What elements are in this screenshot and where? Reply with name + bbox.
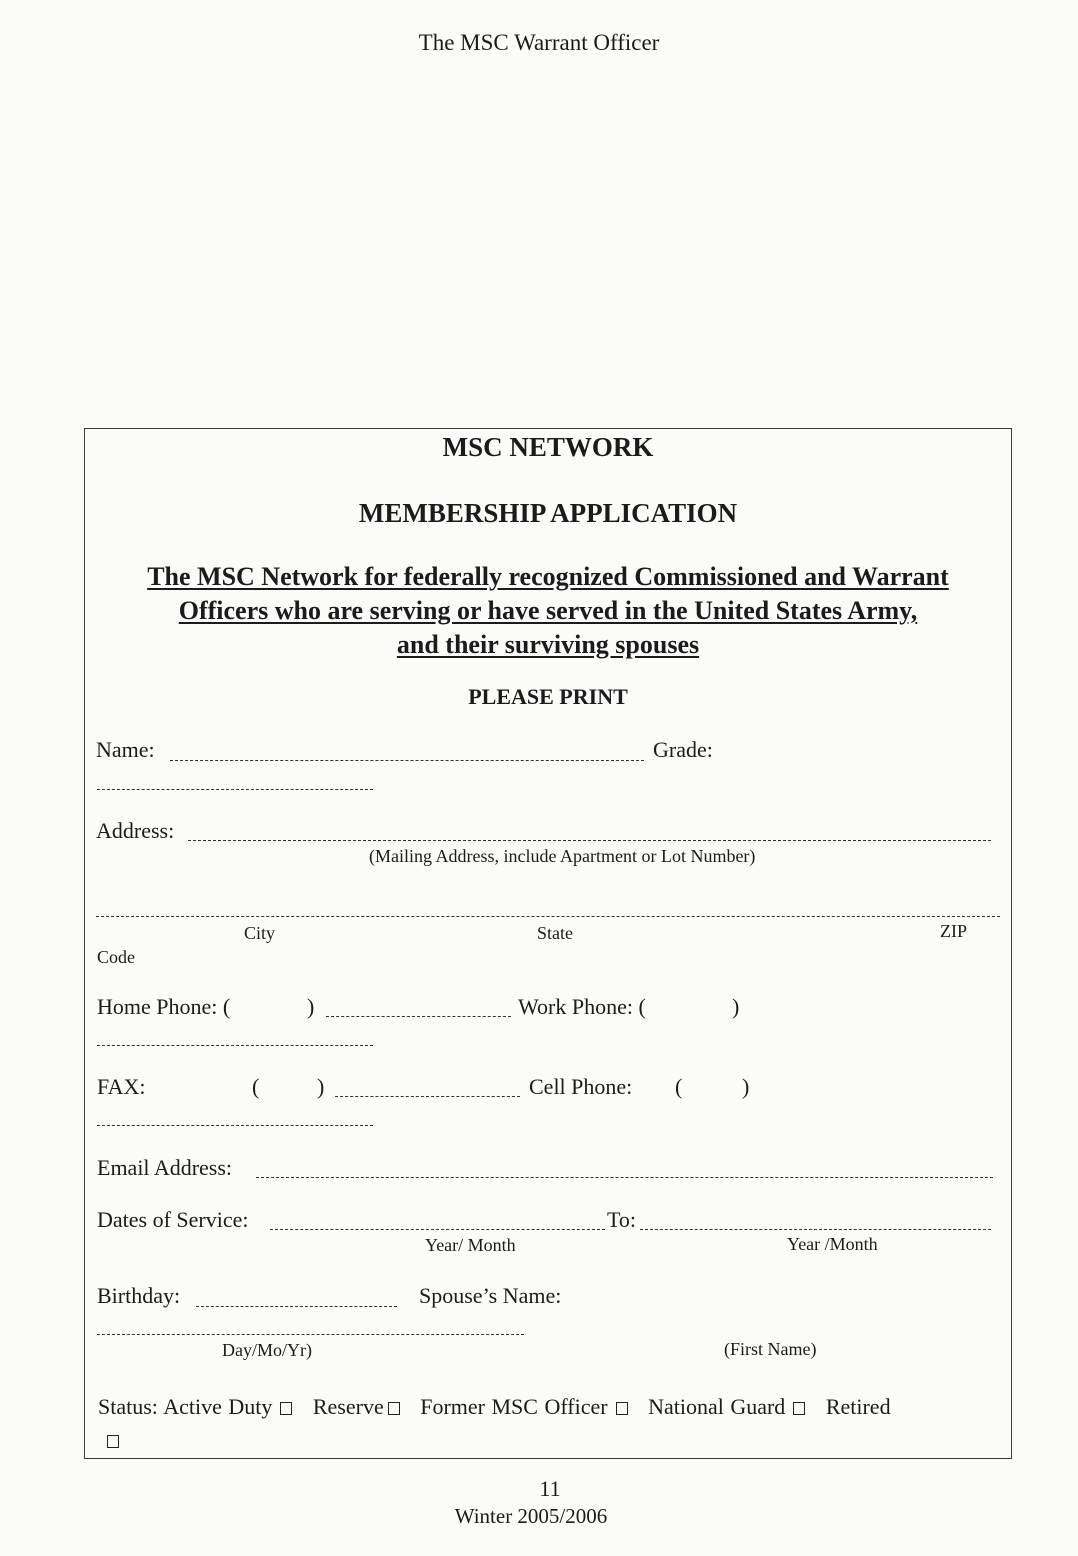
eligibility-statement xyxy=(100,560,996,662)
email-label: Email Address: xyxy=(97,1155,233,1180)
service-to-label: To: xyxy=(607,1207,637,1232)
state-label: State xyxy=(537,923,573,943)
status-option-label: Former MSC Officer xyxy=(420,1394,608,1419)
home-phone-field[interactable] xyxy=(326,1016,511,1017)
national-guard-checkbox[interactable] xyxy=(793,1402,805,1415)
zip-label: ZIP xyxy=(940,921,967,941)
work-phone-field[interactable] xyxy=(97,1045,373,1046)
retired-checkbox-wrap xyxy=(107,1434,119,1452)
birthday-hint: Day/Mo/Yr) xyxy=(222,1340,312,1360)
status-option-label: Reserve xyxy=(312,1394,384,1419)
address-field[interactable] xyxy=(188,840,991,841)
address-label: Address: xyxy=(96,818,175,843)
name-label: Name: xyxy=(96,737,155,762)
work-phone-paren: ) xyxy=(732,994,740,1019)
fax-label: FAX: xyxy=(97,1074,146,1099)
status-option-label: Retired xyxy=(825,1394,891,1419)
fax-field[interactable] xyxy=(335,1096,520,1097)
page-number: 11 xyxy=(539,1476,561,1501)
former-msc-officer-checkbox[interactable] xyxy=(616,1402,628,1415)
dates-of-service-label: Dates of Service: xyxy=(97,1207,249,1232)
cell-paren-open: ( xyxy=(675,1074,683,1099)
service-to-field[interactable] xyxy=(640,1229,991,1230)
form-subtitle: MEMBERSHIP APPLICATION xyxy=(358,498,738,528)
name-field[interactable] xyxy=(170,760,644,761)
grade-field[interactable] xyxy=(97,789,373,790)
eligibility-line: The MSC Network for federally recognized Commissioned and Warrant xyxy=(147,562,949,591)
birthday-field[interactable] xyxy=(196,1306,397,1307)
fax-paren-open: ( xyxy=(252,1074,260,1099)
service-from-field[interactable] xyxy=(270,1229,605,1230)
form-title: MSC NETWORK xyxy=(442,432,654,462)
spouse-name-hint: (First Name) xyxy=(724,1339,817,1359)
address-hint: (Mailing Address, include Apartment or Lot Number) xyxy=(369,846,756,866)
city-label: City xyxy=(244,923,276,943)
fax-paren-close: ) xyxy=(317,1074,325,1099)
status-row xyxy=(98,1394,891,1420)
home-phone-label: Home Phone: ( xyxy=(97,994,231,1019)
issue-date: Winter 2005/2006 xyxy=(454,1504,608,1528)
eligibility-line: and their surviving spouses xyxy=(396,630,700,659)
grade-label: Grade: xyxy=(653,737,713,762)
active-duty-checkbox[interactable] xyxy=(280,1402,292,1415)
service-to-hint: Year /Month xyxy=(787,1234,878,1254)
status-option-label: Active Duty xyxy=(163,1394,273,1419)
eligibility-line: Officers who are serving or have served in the United States Army, xyxy=(178,596,918,625)
birthday-label: Birthday: xyxy=(97,1283,181,1308)
city-state-zip-field[interactable] xyxy=(96,916,1000,917)
retired-checkbox[interactable] xyxy=(107,1435,119,1448)
status-label: Status: xyxy=(98,1394,158,1419)
cell-paren-close: ) xyxy=(742,1074,750,1099)
home-phone-paren: ) xyxy=(307,994,315,1019)
work-phone-label: Work Phone: ( xyxy=(518,994,646,1019)
code-label: Code xyxy=(97,947,135,967)
email-field[interactable] xyxy=(256,1177,993,1178)
running-title: The MSC Warrant Officer xyxy=(418,30,660,55)
spouse-name-label: Spouse’s Name: xyxy=(419,1283,562,1308)
cell-phone-label: Cell Phone: xyxy=(529,1074,633,1099)
status-option-label: National Guard xyxy=(648,1394,786,1419)
spouse-name-field[interactable] xyxy=(97,1334,524,1335)
reserve-checkbox[interactable] xyxy=(388,1402,400,1415)
please-print-instruction: PLEASE PRINT xyxy=(468,684,628,709)
cell-phone-field[interactable] xyxy=(97,1125,373,1126)
service-from-hint: Year/ Month xyxy=(425,1235,516,1255)
